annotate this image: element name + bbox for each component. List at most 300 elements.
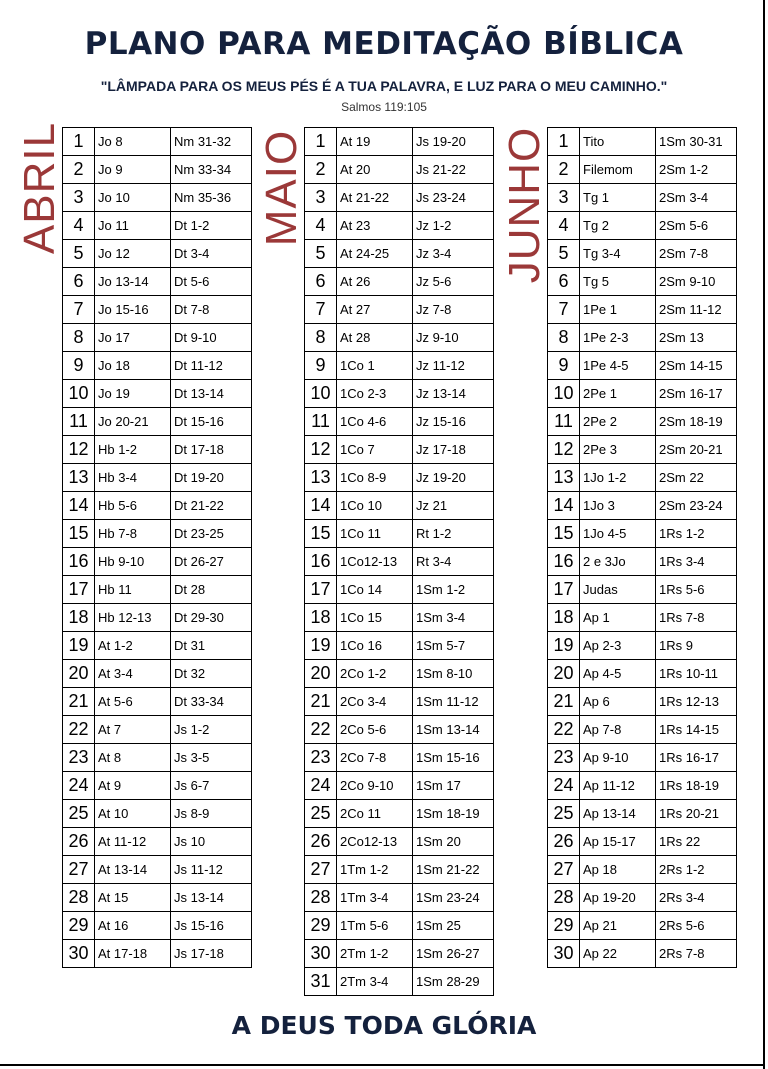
- reading-ot: Jz 1-2: [413, 212, 494, 240]
- reading-ot: 1Rs 9: [656, 632, 737, 660]
- day-number: 18: [305, 604, 337, 632]
- day-number: 8: [305, 324, 337, 352]
- table-row: [548, 688, 737, 716]
- table-row: [63, 716, 252, 744]
- reading-ot: Jz 19-20: [413, 464, 494, 492]
- reading-nt: At 23: [337, 212, 413, 240]
- reading-ot: 1Rs 20-21: [656, 800, 737, 828]
- table-row: [63, 128, 252, 156]
- reading-ot: 2Rs 5-6: [656, 912, 737, 940]
- reading-nt: At 13-14: [95, 856, 171, 884]
- table-row: [548, 352, 737, 380]
- day-number: 23: [548, 744, 580, 772]
- reading-nt: 2Co 3-4: [337, 688, 413, 716]
- reading-nt: Hb 7-8: [95, 520, 171, 548]
- reading-ot: Dt 33-34: [171, 688, 252, 716]
- table-row: [305, 464, 494, 492]
- day-number: 29: [63, 912, 95, 940]
- table-row: [305, 828, 494, 856]
- reading-nt: Judas: [580, 576, 656, 604]
- reading-ot: Js 1-2: [171, 716, 252, 744]
- reading-ot: Js 13-14: [171, 884, 252, 912]
- day-number: 5: [305, 240, 337, 268]
- table-row: [548, 604, 737, 632]
- table-row: [63, 940, 252, 968]
- day-number: 30: [305, 940, 337, 968]
- day-number: 16: [63, 548, 95, 576]
- month-label-junho: JUNHO: [500, 126, 549, 284]
- day-number: 29: [548, 912, 580, 940]
- reading-ot: 1Sm 28-29: [413, 968, 494, 996]
- reading-nt: 1Tm 1-2: [337, 856, 413, 884]
- day-number: 26: [63, 828, 95, 856]
- month-table-maio: [304, 127, 494, 996]
- reading-nt: Ap 11-12: [580, 772, 656, 800]
- day-number: 4: [548, 212, 580, 240]
- table-row: [305, 212, 494, 240]
- table-row: [63, 436, 252, 464]
- quote-reference: Salmos 119:105: [341, 100, 427, 114]
- reading-nt: Jo 12: [95, 240, 171, 268]
- table-row: [548, 212, 737, 240]
- table-row: [548, 632, 737, 660]
- reading-nt: 2Co 1-2: [337, 660, 413, 688]
- reading-nt: Hb 5-6: [95, 492, 171, 520]
- reading-nt: 2Pe 1: [580, 380, 656, 408]
- reading-nt: Ap 7-8: [580, 716, 656, 744]
- table-row: [63, 884, 252, 912]
- reading-nt: Ap 4-5: [580, 660, 656, 688]
- day-number: 30: [548, 940, 580, 968]
- reading-ot: 1Sm 11-12: [413, 688, 494, 716]
- reading-nt: 1Co 4-6: [337, 408, 413, 436]
- day-number: 28: [548, 884, 580, 912]
- page-border-bottom: [0, 1064, 765, 1066]
- day-number: 23: [63, 744, 95, 772]
- day-number: 8: [548, 324, 580, 352]
- reading-nt: Hb 3-4: [95, 464, 171, 492]
- day-number: 28: [63, 884, 95, 912]
- reading-nt: 2Co 7-8: [337, 744, 413, 772]
- reading-ot: 1Rs 3-4: [656, 548, 737, 576]
- day-number: 15: [63, 520, 95, 548]
- reading-ot: 2Sm 13: [656, 324, 737, 352]
- day-number: 3: [63, 184, 95, 212]
- reading-nt: At 15: [95, 884, 171, 912]
- reading-ot: Dt 13-14: [171, 380, 252, 408]
- day-number: 25: [548, 800, 580, 828]
- day-number: 12: [548, 436, 580, 464]
- table-row: [305, 156, 494, 184]
- day-number: 3: [305, 184, 337, 212]
- month-table-abril: [62, 127, 252, 968]
- reading-ot: 2Sm 22: [656, 464, 737, 492]
- reading-nt: Ap 2-3: [580, 632, 656, 660]
- reading-ot: Nm 35-36: [171, 184, 252, 212]
- table-row: [548, 576, 737, 604]
- table-row: [305, 352, 494, 380]
- reading-ot: Jz 7-8: [413, 296, 494, 324]
- reading-nt: Ap 1: [580, 604, 656, 632]
- table-row: [305, 576, 494, 604]
- reading-nt: 1Pe 1: [580, 296, 656, 324]
- reading-nt: Jo 10: [95, 184, 171, 212]
- reading-nt: 2Pe 3: [580, 436, 656, 464]
- reading-nt: At 19: [337, 128, 413, 156]
- table-row: [548, 940, 737, 968]
- reading-nt: At 11-12: [95, 828, 171, 856]
- reading-nt: 1Tm 5-6: [337, 912, 413, 940]
- reading-ot: Nm 33-34: [171, 156, 252, 184]
- reading-ot: 1Sm 15-16: [413, 744, 494, 772]
- day-number: 7: [548, 296, 580, 324]
- day-number: 19: [548, 632, 580, 660]
- reading-nt: Ap 15-17: [580, 828, 656, 856]
- day-number: 27: [548, 856, 580, 884]
- reading-ot: Dt 29-30: [171, 604, 252, 632]
- reading-ot: 1Rs 1-2: [656, 520, 737, 548]
- reading-nt: Ap 9-10: [580, 744, 656, 772]
- reading-ot: Jz 15-16: [413, 408, 494, 436]
- reading-nt: Ap 6: [580, 688, 656, 716]
- day-number: 26: [305, 828, 337, 856]
- day-number: 21: [63, 688, 95, 716]
- reading-ot: Js 6-7: [171, 772, 252, 800]
- reading-nt: Jo 15-16: [95, 296, 171, 324]
- table-row: [305, 912, 494, 940]
- reading-nt: At 3-4: [95, 660, 171, 688]
- table-row: [305, 520, 494, 548]
- table-row: [548, 660, 737, 688]
- day-number: 10: [63, 380, 95, 408]
- table-row: [548, 912, 737, 940]
- table-row: [305, 548, 494, 576]
- reading-nt: Ap 21: [580, 912, 656, 940]
- reading-nt: 1Pe 4-5: [580, 352, 656, 380]
- day-number: 31: [305, 968, 337, 996]
- reading-ot: 1Sm 23-24: [413, 884, 494, 912]
- reading-ot: Jz 13-14: [413, 380, 494, 408]
- day-number: 21: [548, 688, 580, 716]
- reading-ot: Jz 21: [413, 492, 494, 520]
- reading-ot: Js 19-20: [413, 128, 494, 156]
- reading-nt: 1Pe 2-3: [580, 324, 656, 352]
- day-number: 28: [305, 884, 337, 912]
- reading-ot: 1Rs 10-11: [656, 660, 737, 688]
- reading-nt: 1Co 1: [337, 352, 413, 380]
- table-row: [63, 856, 252, 884]
- table-row: [63, 380, 252, 408]
- day-number: 22: [63, 716, 95, 744]
- table-row: [305, 240, 494, 268]
- reading-ot: 1Sm 3-4: [413, 604, 494, 632]
- table-row: [63, 464, 252, 492]
- reading-ot: 1Rs 7-8: [656, 604, 737, 632]
- table-row: [305, 436, 494, 464]
- table-row: [548, 128, 737, 156]
- day-number: 19: [305, 632, 337, 660]
- reading-ot: Js 11-12: [171, 856, 252, 884]
- table-row: [63, 800, 252, 828]
- reading-nt: Ap 18: [580, 856, 656, 884]
- table-row: [63, 744, 252, 772]
- day-number: 7: [63, 296, 95, 324]
- reading-nt: 2 e 3Jo: [580, 548, 656, 576]
- reading-nt: 2Co 11: [337, 800, 413, 828]
- reading-nt: At 5-6: [95, 688, 171, 716]
- reading-ot: 1Rs 16-17: [656, 744, 737, 772]
- reading-ot: 2Sm 7-8: [656, 240, 737, 268]
- page-border-right: [763, 0, 765, 1069]
- reading-ot: Dt 32: [171, 660, 252, 688]
- reading-ot: 2Sm 1-2: [656, 156, 737, 184]
- reading-nt: At 10: [95, 800, 171, 828]
- reading-nt: At 20: [337, 156, 413, 184]
- day-number: 19: [63, 632, 95, 660]
- day-number: 17: [305, 576, 337, 604]
- table-row: [305, 940, 494, 968]
- table-row: [63, 240, 252, 268]
- reading-ot: Nm 31-32: [171, 128, 252, 156]
- table-row: [305, 492, 494, 520]
- day-number: 26: [548, 828, 580, 856]
- reading-nt: Jo 11: [95, 212, 171, 240]
- table-row: [548, 548, 737, 576]
- month-label-abril: ABRIL: [15, 121, 64, 255]
- table-row: [548, 296, 737, 324]
- reading-ot: 1Rs 22: [656, 828, 737, 856]
- day-number: 20: [63, 660, 95, 688]
- reading-nt: Hb 9-10: [95, 548, 171, 576]
- reading-ot: 1Rs 14-15: [656, 716, 737, 744]
- table-row: [548, 268, 737, 296]
- reading-ot: Dt 23-25: [171, 520, 252, 548]
- table-row: [305, 688, 494, 716]
- table-row: [305, 604, 494, 632]
- reading-ot: Dt 11-12: [171, 352, 252, 380]
- reading-ot: Js 17-18: [171, 940, 252, 968]
- reading-ot: 2Sm 11-12: [656, 296, 737, 324]
- day-number: 18: [548, 604, 580, 632]
- reading-ot: Dt 17-18: [171, 436, 252, 464]
- day-number: 1: [305, 128, 337, 156]
- table-row: [305, 268, 494, 296]
- reading-nt: Jo 13-14: [95, 268, 171, 296]
- table-row: [548, 772, 737, 800]
- reading-ot: Js 10: [171, 828, 252, 856]
- reading-ot: Js 23-24: [413, 184, 494, 212]
- table-row: [63, 212, 252, 240]
- reading-nt: At 1-2: [95, 632, 171, 660]
- reading-ot: 1Rs 5-6: [656, 576, 737, 604]
- reading-ot: Jz 9-10: [413, 324, 494, 352]
- day-number: 25: [305, 800, 337, 828]
- reading-nt: At 27: [337, 296, 413, 324]
- reading-ot: 2Sm 23-24: [656, 492, 737, 520]
- reading-nt: 1Jo 1-2: [580, 464, 656, 492]
- reading-ot: Dt 28: [171, 576, 252, 604]
- day-number: 11: [63, 408, 95, 436]
- reading-ot: 2Sm 14-15: [656, 352, 737, 380]
- day-number: 8: [63, 324, 95, 352]
- bible-quote: "LÂMPADA PARA OS MEUS PÉS É A TUA PALAVRA, E LUZ PARA O MEU CAMINHO.": [100, 78, 668, 94]
- day-number: 11: [548, 408, 580, 436]
- reading-ot: Dt 5-6: [171, 268, 252, 296]
- day-number: 6: [305, 268, 337, 296]
- day-number: 5: [63, 240, 95, 268]
- reading-nt: Ap 22: [580, 940, 656, 968]
- table-row: [63, 324, 252, 352]
- day-number: 14: [548, 492, 580, 520]
- table-row: [305, 884, 494, 912]
- day-number: 24: [548, 772, 580, 800]
- day-number: 4: [305, 212, 337, 240]
- reading-ot: 1Sm 8-10: [413, 660, 494, 688]
- reading-nt: 1Co 7: [337, 436, 413, 464]
- table-row: [305, 632, 494, 660]
- day-number: 6: [548, 268, 580, 296]
- day-number: 9: [548, 352, 580, 380]
- day-number: 11: [305, 408, 337, 436]
- day-number: 9: [305, 352, 337, 380]
- table-row: [548, 492, 737, 520]
- reading-nt: 1Co 8-9: [337, 464, 413, 492]
- reading-nt: Filemom: [580, 156, 656, 184]
- reading-nt: At 9: [95, 772, 171, 800]
- reading-ot: Dt 26-27: [171, 548, 252, 576]
- reading-nt: Tg 5: [580, 268, 656, 296]
- reading-ot: Rt 1-2: [413, 520, 494, 548]
- reading-ot: Js 15-16: [171, 912, 252, 940]
- day-number: 25: [63, 800, 95, 828]
- reading-nt: At 21-22: [337, 184, 413, 212]
- reading-ot: 2Sm 20-21: [656, 436, 737, 464]
- day-number: 29: [305, 912, 337, 940]
- reading-ot: Dt 31: [171, 632, 252, 660]
- reading-nt: 2Co12-13: [337, 828, 413, 856]
- reading-ot: 1Sm 25: [413, 912, 494, 940]
- day-number: 27: [305, 856, 337, 884]
- reading-ot: 1Rs 18-19: [656, 772, 737, 800]
- reading-nt: Jo 17: [95, 324, 171, 352]
- reading-ot: Jz 11-12: [413, 352, 494, 380]
- day-number: 17: [63, 576, 95, 604]
- day-number: 3: [548, 184, 580, 212]
- reading-nt: 1Co 16: [337, 632, 413, 660]
- reading-ot: 2Sm 9-10: [656, 268, 737, 296]
- day-number: 20: [548, 660, 580, 688]
- reading-ot: Jz 5-6: [413, 268, 494, 296]
- day-number: 13: [63, 464, 95, 492]
- table-row: [305, 660, 494, 688]
- table-row: [63, 184, 252, 212]
- reading-nt: 2Co 5-6: [337, 716, 413, 744]
- reading-ot: Dt 15-16: [171, 408, 252, 436]
- reading-nt: Ap 13-14: [580, 800, 656, 828]
- day-number: 15: [305, 520, 337, 548]
- table-row: [63, 576, 252, 604]
- reading-nt: 2Pe 2: [580, 408, 656, 436]
- table-row: [63, 352, 252, 380]
- reading-ot: Dt 1-2: [171, 212, 252, 240]
- day-number: 10: [305, 380, 337, 408]
- reading-nt: Tito: [580, 128, 656, 156]
- reading-ot: 1Sm 30-31: [656, 128, 737, 156]
- reading-ot: 2Sm 3-4: [656, 184, 737, 212]
- day-number: 1: [63, 128, 95, 156]
- reading-nt: Jo 9: [95, 156, 171, 184]
- day-number: 2: [63, 156, 95, 184]
- reading-ot: 2Sm 16-17: [656, 380, 737, 408]
- day-number: 23: [305, 744, 337, 772]
- reading-ot: Dt 19-20: [171, 464, 252, 492]
- reading-ot: 2Rs 3-4: [656, 884, 737, 912]
- table-row: [548, 408, 737, 436]
- reading-ot: 1Sm 5-7: [413, 632, 494, 660]
- table-row: [305, 296, 494, 324]
- day-number: 4: [63, 212, 95, 240]
- table-row: [63, 492, 252, 520]
- table-row: [305, 856, 494, 884]
- reading-ot: 1Sm 1-2: [413, 576, 494, 604]
- reading-nt: 1Jo 3: [580, 492, 656, 520]
- table-row: [63, 408, 252, 436]
- table-row: [63, 632, 252, 660]
- table-row: [305, 716, 494, 744]
- reading-nt: Tg 3-4: [580, 240, 656, 268]
- table-row: [63, 912, 252, 940]
- reading-nt: 1Co 14: [337, 576, 413, 604]
- table-row: [305, 184, 494, 212]
- reading-nt: Hb 11: [95, 576, 171, 604]
- reading-nt: Hb 12-13: [95, 604, 171, 632]
- table-row: [63, 296, 252, 324]
- reading-nt: Tg 1: [580, 184, 656, 212]
- table-row: [305, 772, 494, 800]
- reading-ot: Rt 3-4: [413, 548, 494, 576]
- table-row: [548, 828, 737, 856]
- day-number: 16: [305, 548, 337, 576]
- reading-ot: 2Sm 5-6: [656, 212, 737, 240]
- day-number: 18: [63, 604, 95, 632]
- reading-nt: 1Co 15: [337, 604, 413, 632]
- table-row: [548, 884, 737, 912]
- day-number: 24: [305, 772, 337, 800]
- table-row: [548, 184, 737, 212]
- reading-nt: At 16: [95, 912, 171, 940]
- day-number: 5: [548, 240, 580, 268]
- day-number: 7: [305, 296, 337, 324]
- reading-nt: At 17-18: [95, 940, 171, 968]
- table-row: [548, 464, 737, 492]
- day-number: 13: [548, 464, 580, 492]
- reading-nt: 1Jo 4-5: [580, 520, 656, 548]
- reading-ot: 2Rs 1-2: [656, 856, 737, 884]
- day-number: 30: [63, 940, 95, 968]
- table-row: [63, 520, 252, 548]
- reading-nt: 1Co12-13: [337, 548, 413, 576]
- day-number: 6: [63, 268, 95, 296]
- day-number: 22: [548, 716, 580, 744]
- day-number: 22: [305, 716, 337, 744]
- table-row: [548, 436, 737, 464]
- day-number: 13: [305, 464, 337, 492]
- table-row: [63, 268, 252, 296]
- table-row: [548, 324, 737, 352]
- reading-ot: 1Sm 13-14: [413, 716, 494, 744]
- day-number: 2: [548, 156, 580, 184]
- reading-nt: Jo 19: [95, 380, 171, 408]
